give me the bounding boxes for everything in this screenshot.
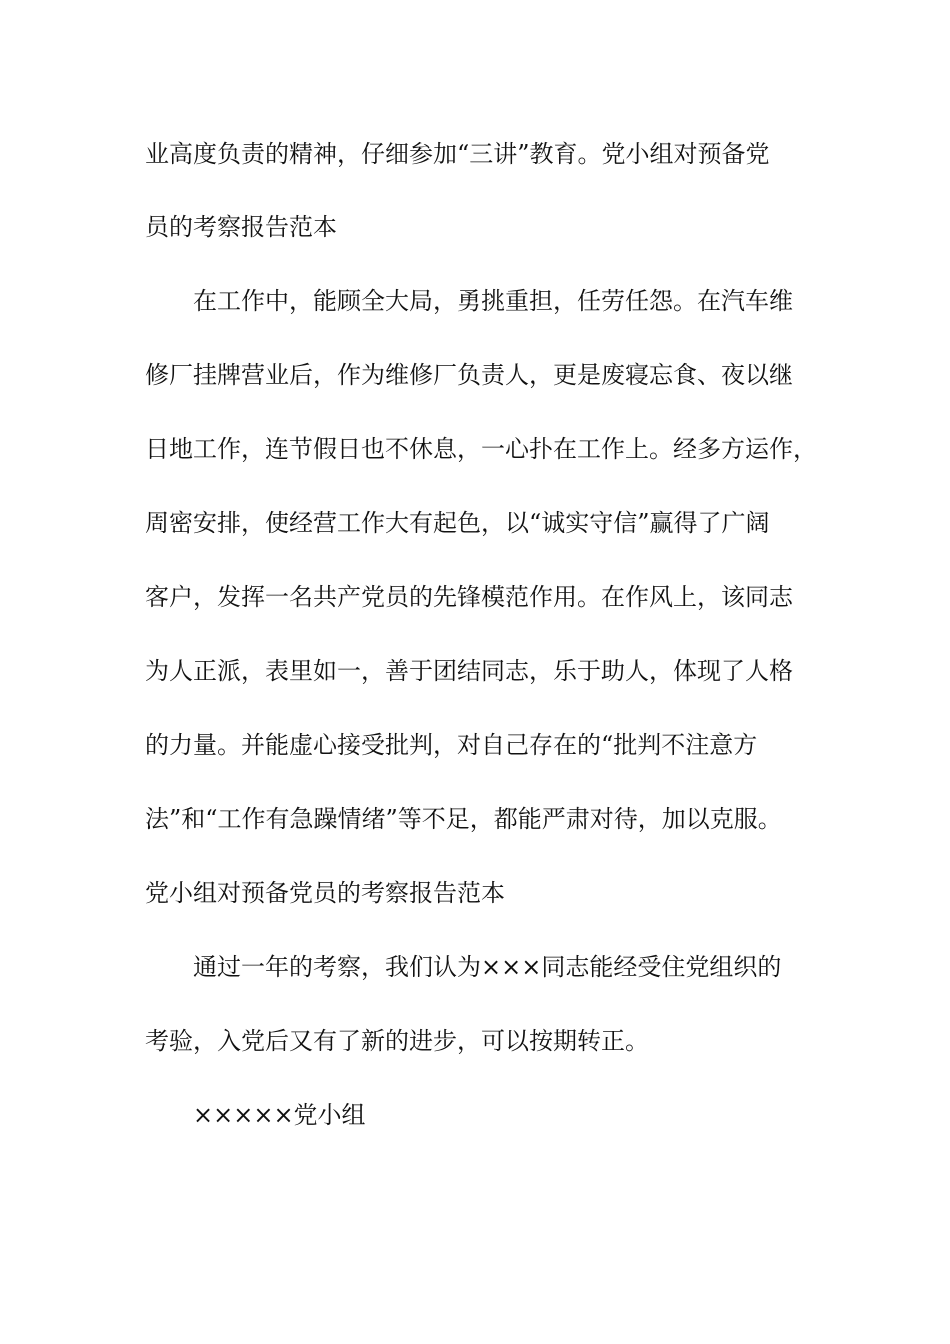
text-line: 的力量。并能虚心接受批判，对自己存在的“批判不注意方 — [145, 731, 758, 759]
text-line: 业高度负责的精神，仔细参加“三讲”教育。党小组对预备党 — [145, 140, 770, 168]
text-line: 员的考察报告范本 — [145, 213, 337, 241]
text-line: 党小组对预备党员的考察报告范本 — [145, 879, 505, 907]
text-line: 日地工作，连节假日也不休息，一心扑在工作上。经多方运作， — [145, 435, 817, 463]
paragraph-first-line: 通过一年的考察，我们认为×××同志能经受住党组织的 — [193, 953, 782, 981]
text-line: 修厂挂牌营业后，作为维修厂负责人，更是废寝忘食、夜以继 — [145, 361, 793, 389]
paragraph-first-line: 在工作中，能顾全大局，勇挑重担，任劳任怨。在汽车维 — [193, 287, 793, 315]
text-line: 周密安排，使经营工作大有起色，以“诚实守信”赢得了广阔 — [145, 509, 770, 537]
text-line: 法”和“工作有急躁情绪”等不足，都能严肃对待，加以克服。 — [145, 805, 782, 833]
text-line: 考验，入党后又有了新的进步，可以按期转正。 — [145, 1027, 649, 1055]
signature-line: ×××××党小组 — [193, 1101, 366, 1129]
text-line: 为人正派，表里如一，善于团结同志，乐于助人，体现了人格 — [145, 657, 793, 685]
text-line: 客户，发挥一名共产党员的先锋模范作用。在作风上，该同志 — [145, 583, 793, 611]
